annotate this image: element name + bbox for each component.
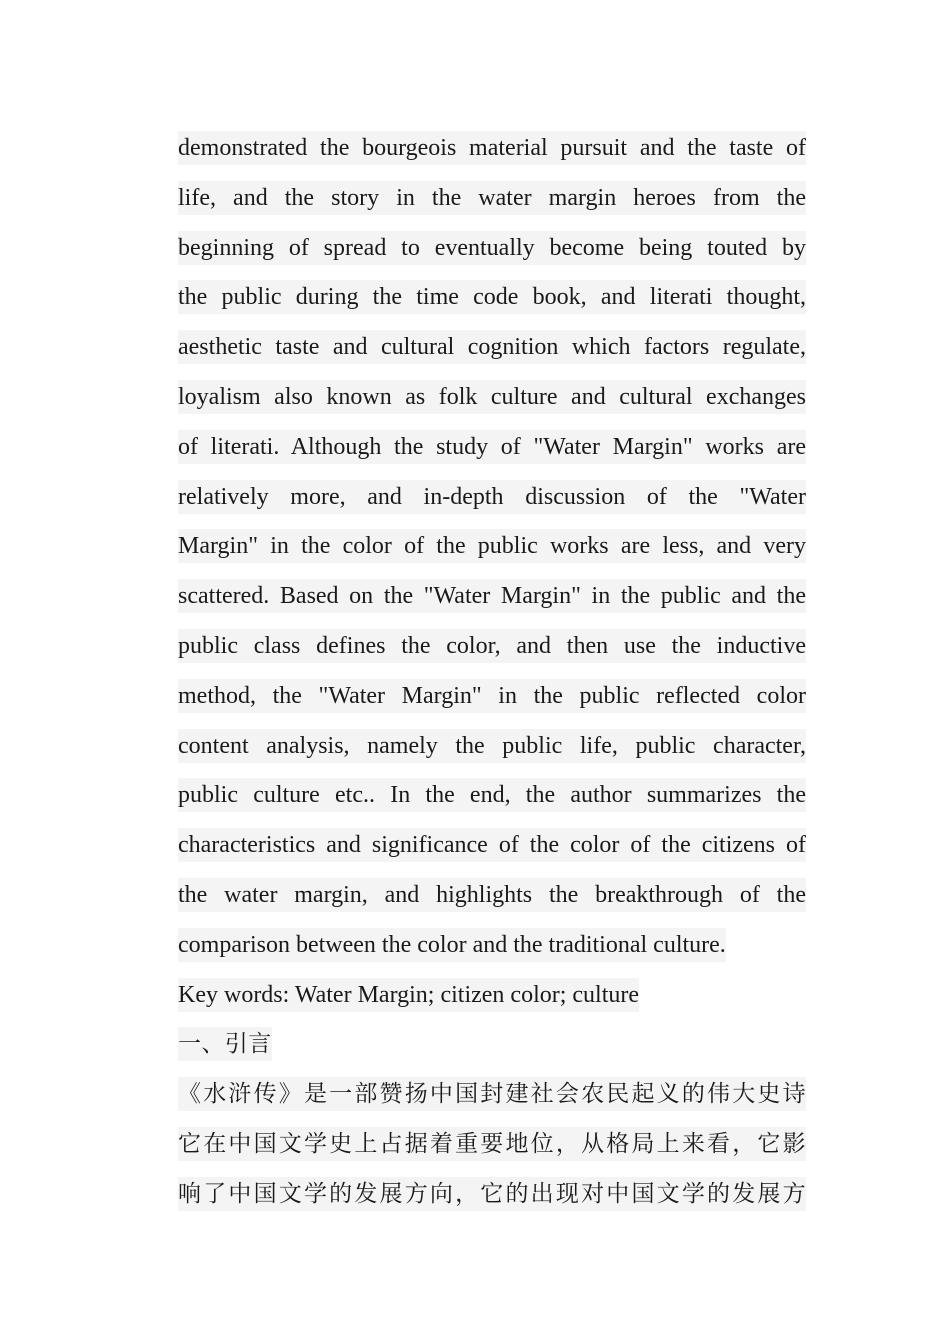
section-heading: 一、引言 xyxy=(178,1020,806,1070)
abstract-line: relatively more, and in-depth discussion of the "Water xyxy=(178,473,806,523)
abstract-line: aesthetic taste and cultural cognition which factors regulate, xyxy=(178,323,806,373)
abstract-line: characteristics and significance of the color of the citizens of xyxy=(178,821,806,871)
abstract-line: demonstrated the bourgeois material pursuit and the taste of xyxy=(178,124,806,174)
abstract-line: beginning of spread to eventually become being touted by xyxy=(178,224,806,274)
abstract-line: of literati. Although the study of "Water Margin" works are xyxy=(178,423,806,473)
abstract-line: scattered. Based on the "Water Margin" in the public and the xyxy=(178,572,806,622)
keywords-line: Key words: Water Margin; citizen color; culture xyxy=(178,971,806,1021)
abstract-line-last: comparison between the color and the traditional culture. xyxy=(178,921,806,971)
abstract-line: public class defines the color, and then use the inductive xyxy=(178,622,806,672)
abstract-line: public culture etc.. In the end, the author summarizes the xyxy=(178,771,806,821)
abstract-line: loyalism also known as folk culture and cultural exchanges xyxy=(178,373,806,423)
abstract-text xyxy=(178,124,806,1220)
chinese-line: 响了中国文学的发展方向，它的出现对中国文学的发展方 xyxy=(178,1170,806,1220)
abstract-line: life, and the story in the water margin heroes from the xyxy=(178,174,806,224)
abstract-line: the water margin, and highlights the breakthrough of the xyxy=(178,871,806,921)
abstract-line: content analysis, namely the public life, public character, xyxy=(178,722,806,772)
chinese-line: 它在中国文学史上占据着重要地位，从格局上来看，它影 xyxy=(178,1120,806,1170)
abstract-line: Margin" in the color of the public works are less, and very xyxy=(178,522,806,572)
abstract-line: the public during the time code book, and literati thought, xyxy=(178,273,806,323)
abstract-line: method, the "Water Margin" in the public reflected color xyxy=(178,672,806,722)
chinese-line: 《水浒传》是一部赞扬中国封建社会农民起义的伟大史诗 xyxy=(178,1070,806,1120)
